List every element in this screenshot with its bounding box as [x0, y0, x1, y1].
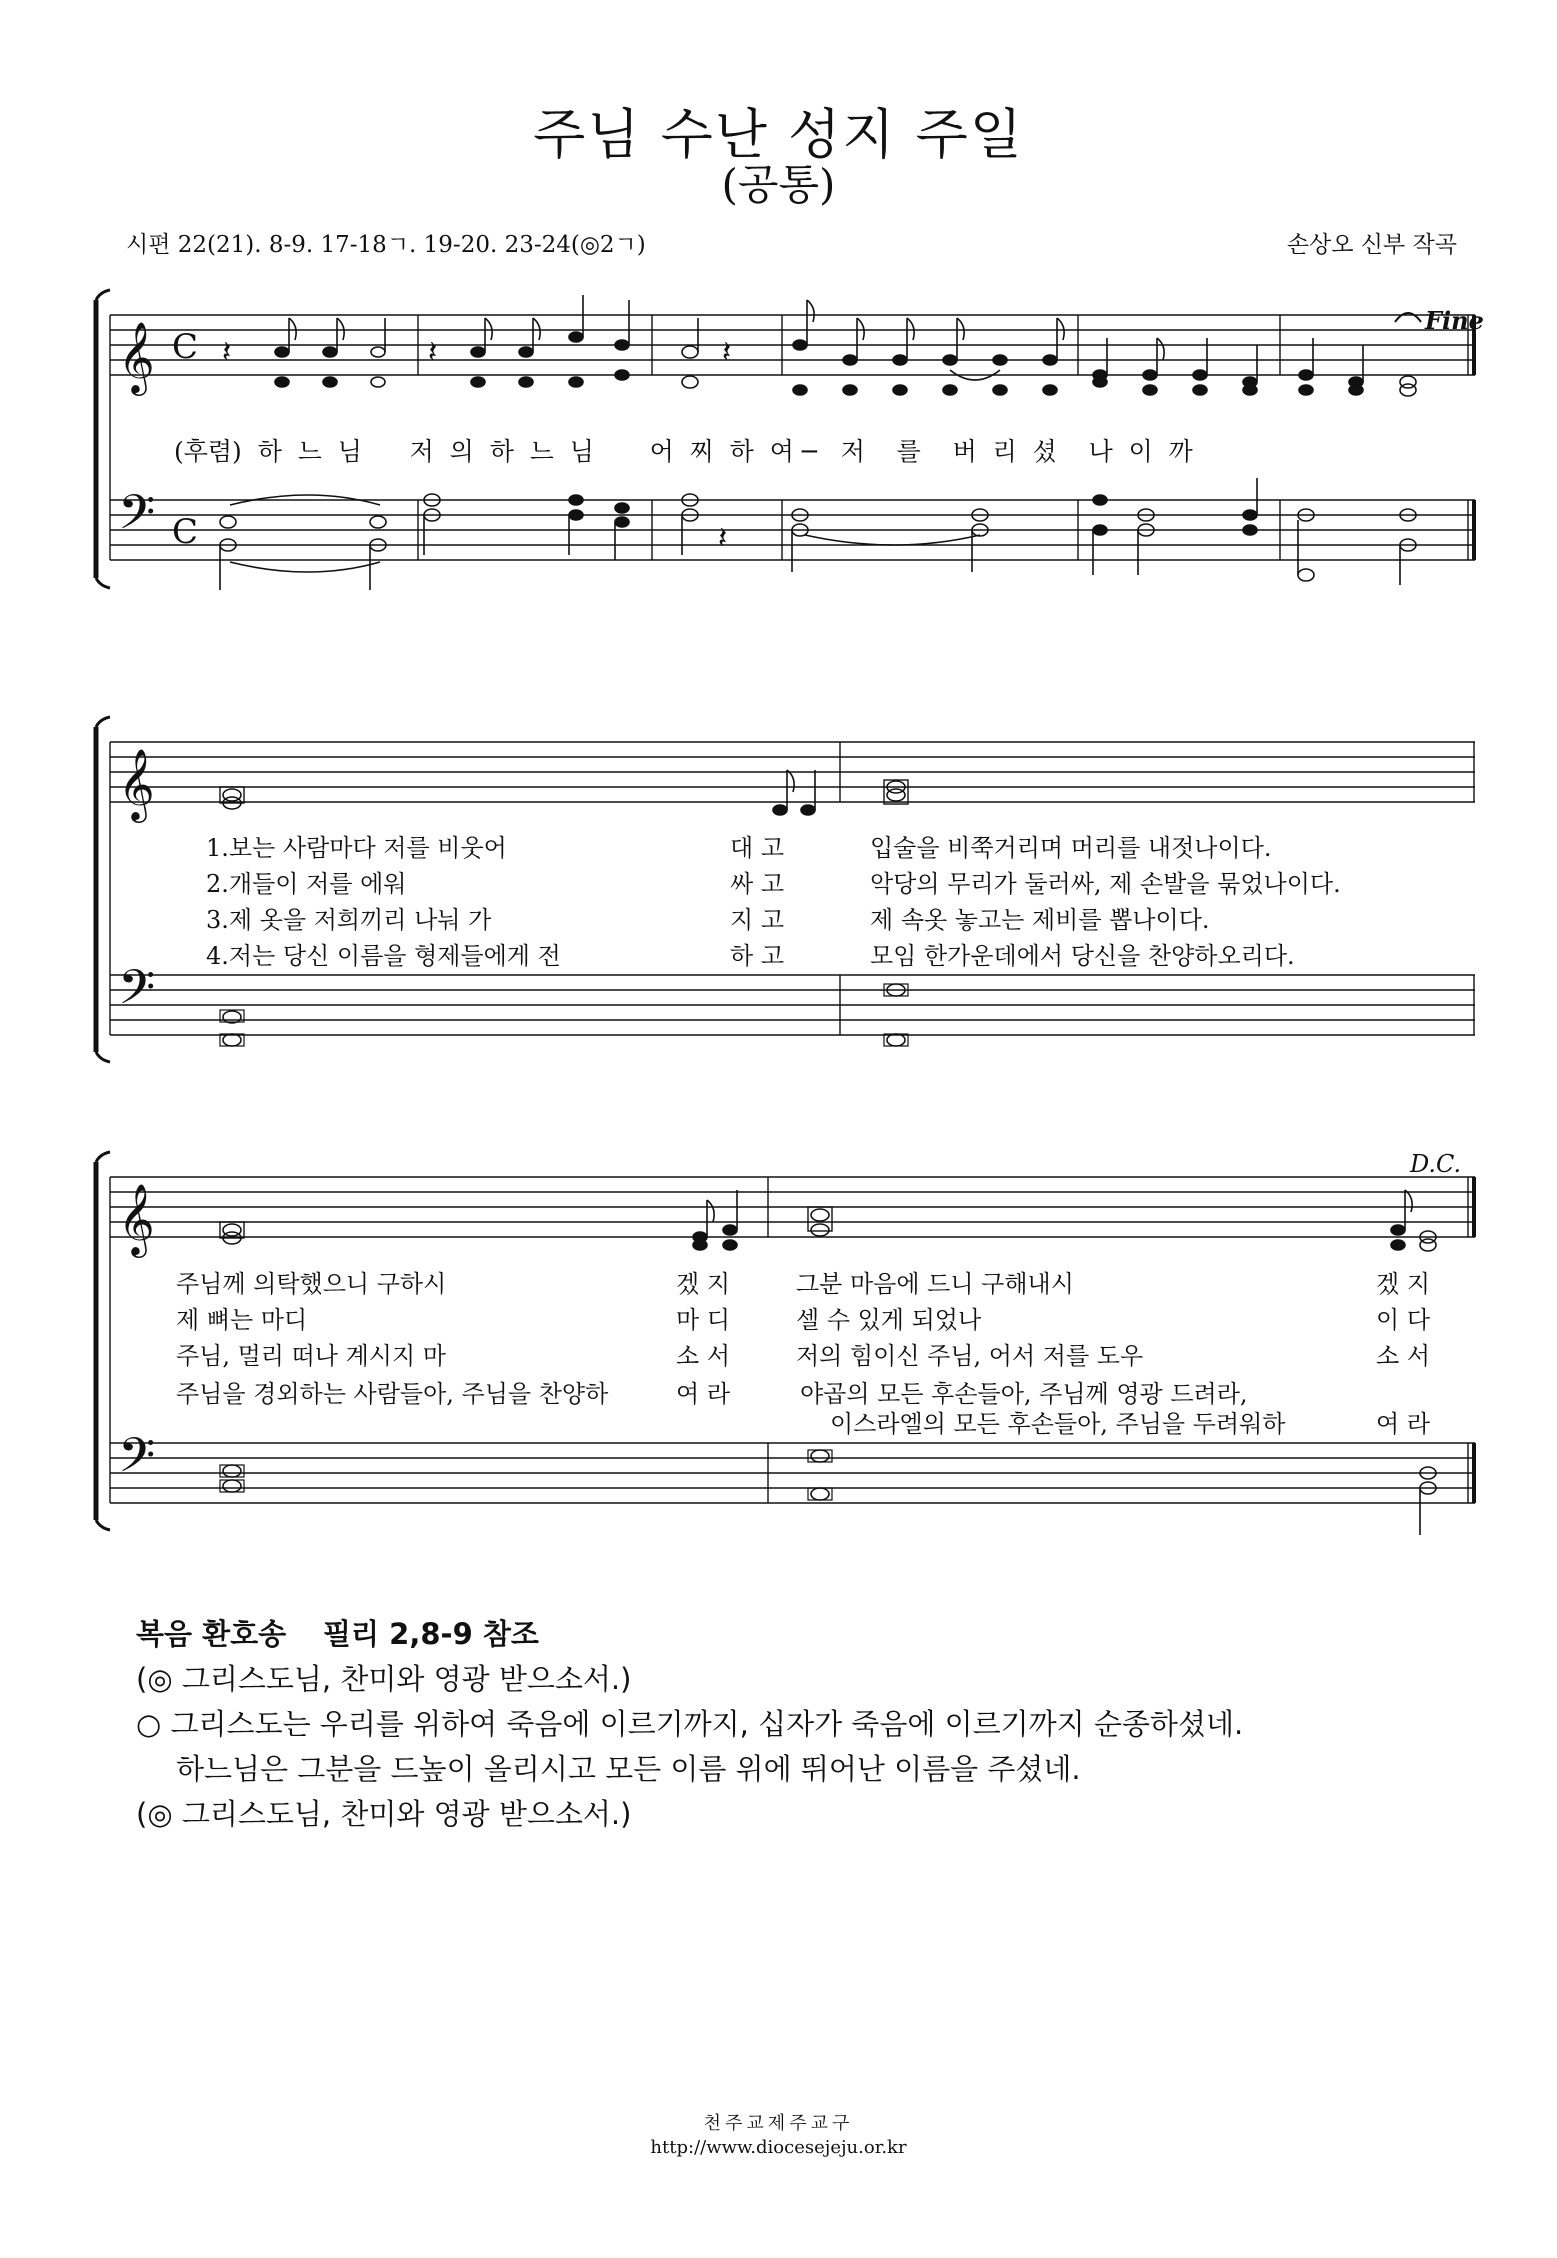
- verse-a-4-end: 하 고: [730, 942, 784, 970]
- verse-a-1-rest: 입술을 비쭉거리며 머리를 내젓나이다.: [870, 834, 1272, 862]
- verse-b-2-end: 마 디: [676, 1306, 730, 1334]
- time-sig-treble: C: [172, 327, 199, 367]
- verse-b-5-end2: 여 라: [1376, 1410, 1430, 1438]
- bass-staff-2: [110, 975, 1475, 1035]
- svg-text:𝄽: 𝄽: [722, 335, 732, 370]
- treble-clef-3: 𝄞: [118, 1182, 155, 1255]
- gospel-verse-line-1: ○ 그리스도는 우리를 위하여 죽음에 이르기까지, 십자가 죽음에 이르기까지 순종하셨네.: [136, 1707, 1244, 1741]
- bass-clef-3: 𝄢: [118, 1427, 156, 1495]
- psalm-reference: 시편 22(21). 8-9. 17-18ㄱ. 19-20. 23-24(◎2ㄱ): [126, 232, 646, 258]
- gospel-response-2: (◎ 그리스도님, 찬미와 영광 받으소서.): [136, 1797, 632, 1831]
- time-sig-bass: C: [172, 512, 199, 552]
- gospel-response-1: (◎ 그리스도님, 찬미와 영광 받으소서.): [136, 1662, 632, 1696]
- verse-a-2-text: 2.개들이 저를 에워: [206, 870, 407, 898]
- gospel-heading-line: [136, 1612, 1243, 1657]
- verse-a-1-end: 대 고: [730, 834, 784, 862]
- verse-b-3-text: 주님, 멀리 떠나 계시지 마: [176, 1342, 446, 1370]
- gospel-acclamation: [136, 1612, 1243, 1837]
- verse-a-4-rest: 모임 한가운데에서 당신을 찬양하오리다.: [870, 942, 1295, 970]
- verse-b-2-text: 제 뼈는 마디: [176, 1306, 308, 1334]
- verse-b-2-rest: 셀 수 있게 되었나: [796, 1306, 982, 1334]
- verse-a-1-text: 1.보는 사람마다 저를 비웃어: [206, 834, 507, 862]
- svg-text:𝄽: 𝄽: [718, 521, 728, 556]
- gospel-verse-line-2: 하느님은 그분을 드높이 올리시고 모든 이름 위에 뛰어난 이름을 주셨네.: [176, 1752, 1081, 1786]
- footer-url: http://www.diocesejeju.or.kr: [650, 2137, 907, 2158]
- verse-b-4-rest: 야곱의 모든 후손들아, 주님께 영광 드려라,: [800, 1380, 1248, 1408]
- verse-a-3-rest: 제 속옷 놓고는 제비를 뽑나이다.: [870, 906, 1210, 934]
- verse-b-4-text: 주님을 경외하는 사람들아, 주님을 찬양하: [176, 1380, 609, 1408]
- verse-b-1-end: 겠 지: [676, 1270, 730, 1298]
- bass-staff-3: [110, 1443, 1475, 1503]
- verse-a-2-end: 싸 고: [730, 870, 784, 898]
- verse-b-5-rest: 이스라엘의 모든 후손들아, 주님을 두려워하: [830, 1410, 1286, 1438]
- verse-b-1-end2: 겠 지: [1376, 1270, 1430, 1298]
- verse-a-2-rest: 악당의 무리가 둘러싸, 제 손발을 묶었나이다.: [870, 870, 1341, 898]
- treble-staff-3: [110, 1177, 1475, 1237]
- verse-a-3-text: 3.제 옷을 저희끼리 나눠 가: [206, 906, 492, 934]
- verse-b-3-end2: 소 서: [1376, 1342, 1430, 1370]
- verse-b-2-end2: 이 다: [1376, 1306, 1430, 1334]
- verse-b-1-text: 주님께 의탁했으니 구하시: [176, 1270, 447, 1298]
- verse-a-3-end: 지 고: [730, 906, 784, 934]
- fine-marking: Fine: [1425, 306, 1484, 335]
- verse-a-4-text: 4.저는 당신 이름을 형제들에게 전: [206, 942, 561, 970]
- svg-text:𝄽: 𝄽: [428, 335, 438, 370]
- bass-clef-2: 𝄢: [118, 959, 156, 1027]
- bass-clef-1: 𝄢: [118, 484, 156, 552]
- gospel-reference: 필리 2,8-9 참조: [323, 1617, 539, 1651]
- verse-b-4-end: 여 라: [676, 1380, 730, 1408]
- page-subtitle: (공통): [721, 160, 836, 209]
- refrain-lyrics: (후렴) 하 느 님 저 의 하 느 님 어 찌 하 여 ─ 저 를 버 리 셨 나 이 까: [174, 437, 1193, 466]
- verse-b-3-rest: 저의 힘이신 주님, 어서 저를 도우: [796, 1342, 1144, 1370]
- dc-marking: D.C.: [1410, 1150, 1462, 1178]
- composer-credit: 손상오 신부 작곡: [1286, 232, 1457, 258]
- page-footer: [0, 2112, 1557, 2160]
- page-title: 주님 수난 성지 주일: [533, 103, 1024, 166]
- treble-clef-1: 𝄞: [118, 320, 155, 393]
- verse-b-3-end: 소 서: [676, 1342, 730, 1370]
- treble-clef-2: 𝄞: [118, 747, 155, 820]
- gospel-heading: 복음 환호송: [136, 1617, 287, 1651]
- verse-b-1-rest: 그분 마음에 드니 구해내시: [796, 1270, 1074, 1298]
- svg-text:𝄽: 𝄽: [222, 335, 232, 370]
- treble-staff-2: [110, 742, 1475, 802]
- footer-org: 천주교제주교구: [703, 2113, 854, 2134]
